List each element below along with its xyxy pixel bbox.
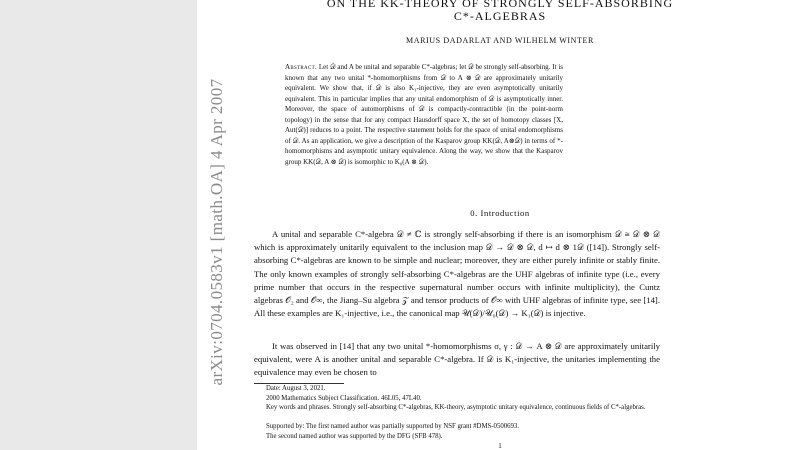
intro-paragraph-2: It was observed in [14] that any two unital *-homomorphisms σ, γ : 𝒟 → A ⊗ 𝒟 are approximately unitarily equivalent, were A is another unital and separable C*-algebra. If 𝒟 is K₁-injective, the unitaries implementing the equivalence may even be chosen to bbox=[254, 341, 660, 378]
section-heading: 0. Introduction bbox=[470, 208, 530, 218]
paper-title-line2: C*-ALGEBRAS bbox=[453, 9, 547, 23]
arxiv-identifier: arXiv:0704.0583v1 [math.OA] 4 Apr 2007 bbox=[207, 78, 226, 386]
abstract bbox=[285, 62, 563, 167]
abstract-label: Abstract. bbox=[285, 63, 318, 71]
footnote-date: Date: August 3, 2021. bbox=[266, 385, 326, 392]
footnote-msc: 2000 Mathematics Subject Classification. 46L05, 47L40. bbox=[266, 395, 422, 402]
arxiv-margin bbox=[197, 0, 237, 450]
paper-authors: MARIUS DADARLAT AND WILHELM WINTER bbox=[406, 36, 594, 45]
abstract-text: Let 𝒟 and A be unital and separable C*-algebras; let 𝒟 be strongly self-absorbing. It is known that any two unital *-homomorphisms from 𝒟 to A ⊗ 𝒟 are approximately unitarily equivalent. We show that, if 𝒟 is also K₁-injective, they are even asymptotically unitarily equivalent. This in particular implies that any unital endomorphism of 𝒟 is asymptotically inner. Moreover, the space of automorphisms of 𝒟 is compactly-contractible (in the point-norm topology) in the sense that for any compact Hausdorff space X, the set of homotopy classes [X, Aut(𝒟)] reduces to a point. The respective statement holds for the space of unital endomorphisms of 𝒟. As an application, we give a description of the Kasparov group KK(𝒟, A⊗𝒟) in terms of *-homomorphisms and asymptotic unitary equivalence. Along the way, we show that the Kasparov group KK(𝒟, A ⊗ 𝒟) is isomorphic to K₀(A ⊗ 𝒟). bbox=[285, 63, 563, 166]
intro-paragraph-1: A unital and separable C*-algebra 𝒟 ≠ ℂ is strongly self-absorbing if there is an isomorphism 𝒟 ≅ 𝒟 ⊗ 𝒟 which is approximately unitarily equivalent to the inclusion map 𝒟 → 𝒟 ⊗ 𝒟, d ↦ d ⊗ 1𝒟 ([14]). Strongly self-absorbing C*-algebras are known to be simple and nuclear; moreover, they are either purely infinite or stably finite. The only known examples of strongly self-absorbing C*-algebras are the UHF algebras of infinite type (i.e., every prime number that occurs in the respective supernatural number occurs with infinite multiplicity), the Cuntz algebras 𝒪₂ and 𝒪∞, the Jiang–Su algebra 𝒵 and tensor products of 𝒪∞ with UHF algebras of infinite type, see [14]. All these examples are K₁-injective, i.e., the canonical map 𝒰(𝒟)/𝒰₀(𝒟) → K₁(𝒟) is injective. bbox=[254, 229, 660, 319]
paper-page bbox=[197, 0, 800, 450]
footnote-support-1: Supported by: The first named author was partially supported by NSF grant #DMS-0500693. bbox=[266, 423, 520, 430]
page-number: 1 bbox=[498, 442, 502, 450]
footnote-support-2: The second named author was supported by the DFG (SFB 478). bbox=[266, 433, 443, 440]
footnote-keywords: Key words and phrases. Strongly self-absorbing C*-algebras, KK-theory, asymptotic unitary equivalence, continuous fields of C*-algebras. bbox=[266, 404, 646, 411]
paper-title-line1: ON THE KK-THEORY OF STRONGLY SELF-ABSORBING bbox=[326, 0, 674, 10]
